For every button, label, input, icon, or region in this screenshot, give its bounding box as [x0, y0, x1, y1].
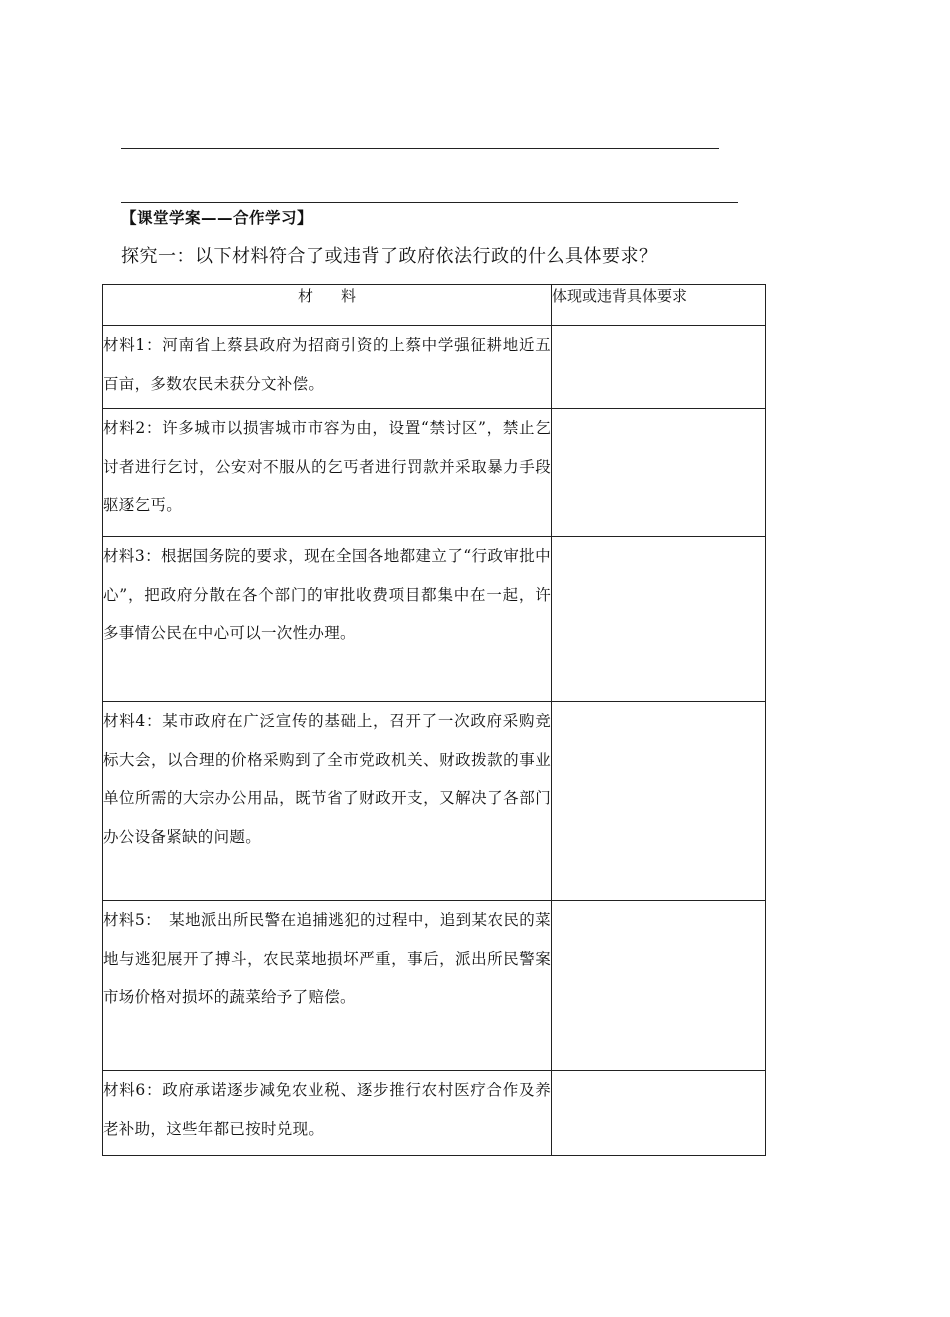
- table-row: [103, 901, 766, 1071]
- header-material-char-2: 料: [341, 287, 357, 305]
- material-cell: 材料4：某市政府在广泛宣传的基础上，召开了一次政府采购竞标大会，以合理的价格采购到了全市党政机关、财政拨款的事业单位所需的大宗办公用品，既节省了财政开支，又解决了各部门办公设备紧缺的问题。: [103, 702, 552, 901]
- section-heading: 【课堂学案——合作学习】: [121, 209, 314, 227]
- question-text: 探究一：以下材料符合了或违背了政府依法行政的什么具体要求？: [121, 246, 658, 267]
- material-cell: 材料1：河南省上蔡县政府为招商引资的上蔡中学强征耕地近五百亩，多数农民未获分文补偿。: [103, 326, 552, 409]
- answer-cell[interactable]: [552, 326, 766, 409]
- header-material-char-1: 材: [297, 287, 313, 305]
- table-row: [103, 537, 766, 702]
- table-row: [103, 1071, 766, 1156]
- answer-cell[interactable]: [552, 409, 766, 537]
- material-cell: 材料2：许多城市以损害城市市容为由，设置“禁讨区”，禁止乞讨者进行乞讨，公安对不服从的乞丐者进行罚款并采取暴力手段驱逐乞丐。: [103, 409, 552, 537]
- material-cell: 材料5： 某地派出所民警在追捕逃犯的过程中，追到某农民的菜地与逃犯展开了搏斗，农民菜地损坏严重，事后，派出所民警案市场价格对损坏的蔬菜给予了赔偿。: [103, 901, 552, 1071]
- table-row: [103, 409, 766, 537]
- answer-cell[interactable]: [552, 702, 766, 901]
- answer-cell[interactable]: [552, 901, 766, 1071]
- material-cell: 材料3：根据国务院的要求，现在全国各地都建立了“行政审批中心”，把政府分散在各个部门的审批收费项目都集中在一起，许多事情公民在中心可以一次性办理。: [103, 537, 552, 702]
- header-material: [103, 285, 552, 326]
- answer-line-1: [121, 148, 719, 149]
- answer-cell[interactable]: [552, 537, 766, 702]
- material-cell: 材料6：政府承诺逐步减免农业税、逐步推行农村医疗合作及养老补助，这些年都已按时兑现。: [103, 1071, 552, 1156]
- materials-table: [102, 284, 766, 1156]
- answer-line-2: [121, 202, 738, 203]
- table-header-row: [103, 285, 766, 326]
- table-row: [103, 702, 766, 901]
- answer-cell[interactable]: [552, 1071, 766, 1156]
- header-requirement: 体现或违背具体要求: [552, 285, 766, 326]
- table-row: [103, 326, 766, 409]
